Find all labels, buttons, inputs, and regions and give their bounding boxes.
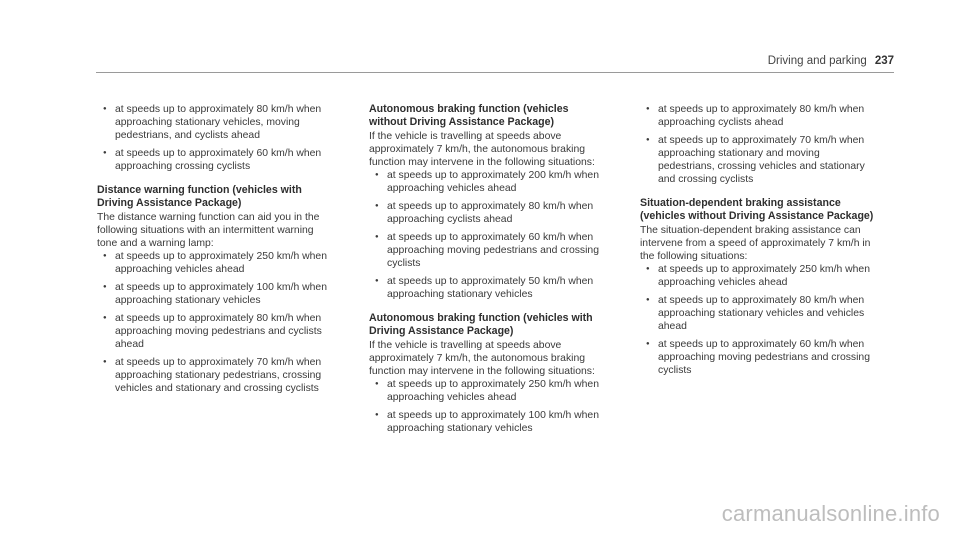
column-1 (97, 103, 333, 400)
page-number: 237 (874, 55, 894, 67)
list-item: ● at speeds up to approximately 80 km/h when approaching cyclists ahead (640, 103, 876, 129)
section-paragraph: The distance warning function can aid you in the following situations with an intermittent warning tone and a warning lamp: (97, 212, 320, 249)
column-3 (640, 103, 876, 382)
intro-bullet-list (97, 103, 333, 173)
section-paragraph: The situation-dependent braking assistance can intervene from a speed of approximately 7 km/h in the following situations: (640, 225, 871, 262)
list-item: ● at speeds up to approximately 80 km/h when approaching stationary vehicles, moving pedestrians, and cyclists ahead (97, 103, 333, 142)
bullet-list (97, 250, 333, 395)
column-2 (369, 103, 605, 440)
list-item: ● at speeds up to approximately 60 km/h when approaching moving pedestrians and crossing cyclists (369, 231, 605, 270)
list-item: ● at speeds up to approximately 70 km/h when approaching stationary pedestrians, crossing vehicles and stationary and crossing cyclists (97, 356, 333, 395)
list-item: ● at speeds up to approximately 60 km/h when approaching moving pedestrians and crossing cyclists (640, 338, 876, 377)
intro-bullet-list (640, 103, 876, 186)
list-item: ● at speeds up to approximately 250 km/h when approaching vehicles ahead (640, 263, 876, 289)
list-item: ● at speeds up to approximately 70 km/h when approaching stationary and moving pedestrians, crossing vehicles and stationary and crossing cyclists (640, 134, 876, 186)
header-rule (96, 72, 894, 73)
section-paragraph: If the vehicle is travelling at speeds above approximately 7 km/h, the autonomous braking function may intervene in the following situations: (369, 340, 595, 377)
page-header (768, 55, 894, 67)
section-heading: Situation-dependent braking assistance (vehicles without Driving Assistance Package) (640, 197, 874, 222)
list-item: ● at speeds up to approximately 50 km/h when approaching stationary vehicles (369, 275, 605, 301)
section-paragraph: If the vehicle is travelling at speeds above approximately 7 km/h, the autonomous braking function may intervene in the following situations: (369, 131, 595, 168)
bullet-list (369, 169, 605, 301)
section-heading: Distance warning function (vehicles with Driving Assistance Package) (97, 184, 302, 209)
bullet-list (369, 378, 605, 435)
list-item: ● at speeds up to approximately 80 km/h when approaching stationary vehicles and vehicles ahead (640, 294, 876, 333)
list-item: ● at speeds up to approximately 250 km/h when approaching vehicles ahead (97, 250, 333, 276)
section-title: Driving and parking (767, 55, 867, 67)
list-item: ● at speeds up to approximately 80 km/h when approaching cyclists ahead (369, 200, 605, 226)
list-item: ● at speeds up to approximately 80 km/h when approaching moving pedestrians and cyclists ahead (97, 312, 333, 351)
list-item: ● at speeds up to approximately 100 km/h when approaching stationary vehicles (369, 409, 605, 435)
list-item: ● at speeds up to approximately 100 km/h when approaching stationary vehicles (97, 281, 333, 307)
section-heading: Autonomous braking function (vehicles with Driving Assistance Package) (369, 312, 593, 337)
watermark: carmanualsonline.info (721, 501, 940, 526)
list-item: ● at speeds up to approximately 250 km/h when approaching vehicles ahead (369, 378, 605, 404)
list-item: ● at speeds up to approximately 200 km/h when approaching vehicles ahead (369, 169, 605, 195)
section-heading: Autonomous braking function (vehicles without Driving Assistance Package) (369, 103, 569, 128)
list-item: ● at speeds up to approximately 60 km/h when approaching crossing cyclists (97, 147, 333, 173)
bullet-list (640, 263, 876, 377)
